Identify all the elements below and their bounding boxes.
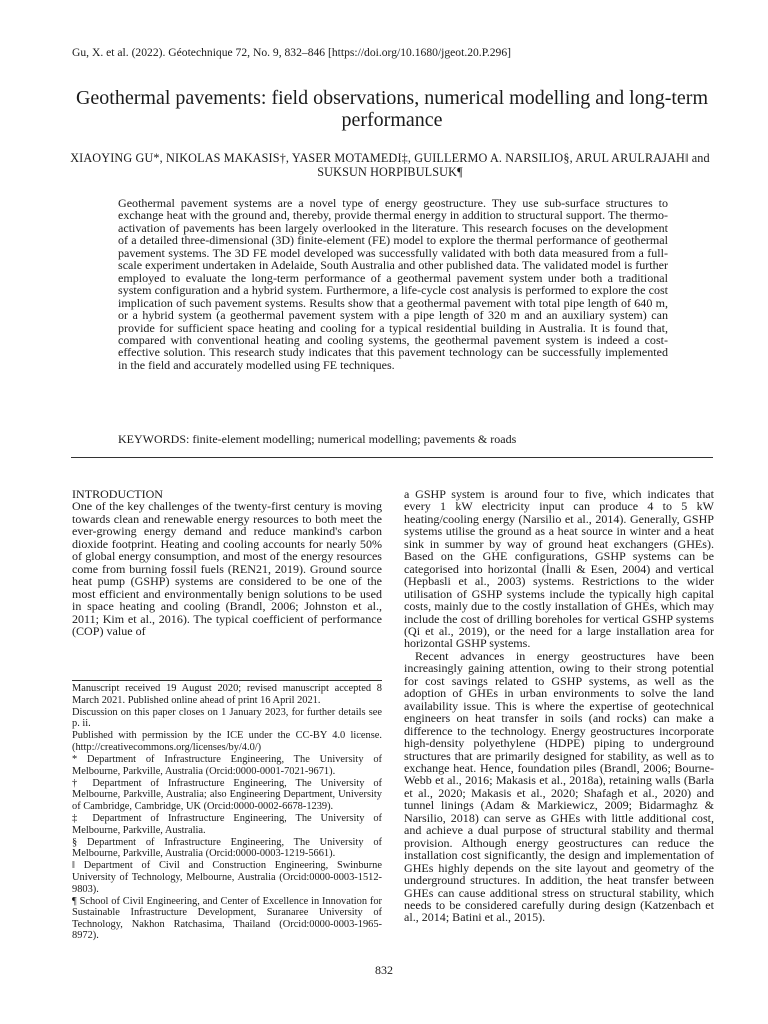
footnote-affiliation-arulrajah: ‖ Department of Civil and Construction Engineering, Swinburne University of Technology, Melbourne, Australia (Orcid:0000-0003-1512-9803). [72,860,382,895]
introduction-paragraph-2: Recent advances in energy geostructures have been increasingly gaining attention, owing to their strong potential for cost savings related to GSHP systems, as well as the adoption of GHEs in urban environments to solve the land availability issue. This is where the expertise of geotechnical engineers on heat transfer in soils (and rocks) can make a difference to the technology. Energy geostructures incorporate high-density polyethylene (HDPE) piping to underground structures that are primarily designed for stability, as well as to exchange heat. Hence, foundation piles (Brandl, 2006; Bourne-Webb et al., 2016; Makasis et al., 2018a), retaining walls (Barla et al., 2020; Makasis et al., 2020; Shafagh et al., 2020) and tunnel linings (Adam & Markiewicz, 2009; Bidarmaghz & Narsilio, 2018) can serve as GHEs with little additional cost, and achieve a dual purpose of structural stability and thermal provision. Although energy geostructures can reduce the installation cost significantly, the design and implementation of GHEs highly depends on the site layout and geometry of the underground structures. In addition, the heat transfer between GHEs can cause additional stress on structural stability, which needs to be considered carefully during design (Katzenbach et al., 2014; Batini et al., 2015). [404,648,714,925]
footnote-affiliation-horpibulsuk: ¶ School of Civil Engineering, and Center of Excellence in Innovation for Sustainable Infrastructure Development, Suranaree University of Technology, Nakhon Ratchasima, Thailand (Orcid:0000-0003-1965-8972). [72,895,382,942]
footnote-affiliation-gu: * Department of Infrastructure Engineering, The University of Melbourne, Parkville, Australia (Orcid:0000-0001-7021-9671). [72,754,382,777]
section-divider [71,457,713,458]
right-column [404,488,714,924]
footnote-license: Published with permission by the ICE under the CC-BY 4.0 license. (http://creativecommons.org/licenses/by/4.0/) [72,730,382,753]
paper-title: Geothermal pavements: field observations, numerical modelling and long-term performance [75,87,709,131]
page-number: 832 [375,963,393,977]
left-column [72,488,382,637]
footnote-affiliation-narsilio: § Department of Infrastructure Engineering, The University of Melbourne, Parkville, Australia (Orcid:0000-0003-1219-5661). [72,836,382,860]
footnote-manuscript: Manuscript received 19 August 2020; revised manuscript accepted 8 March 2021. Published online ahead of print 16 April 2021. [72,683,382,706]
author-list: XIAOYING GU*, NIKOLAS MAKASIS†, YASER MOTAMEDI‡, GUILLERMO A. NARSILIO§, ARUL ARULRAJAH‖ and SUKSUN HORPIBULSUK¶ [70,151,710,179]
citation-line: Gu, X. et al. (2022). Géotechnique 72, No. 9, 832–846 [https://doi.org/10.1680/jgeot.20.P.296] [72,46,512,59]
footnote-affiliation-makasis: † Department of Infrastructure Engineering, The University of Melbourne, Parkville, Australia; also Engineering Department, University of Cambridge, Cambridge, UK (Orcid:0000-0002-6678-1239). [72,777,382,812]
introduction-paragraph-1-part-b: a GSHP system is around four to five, which indicates that every 1 kW electricity input can produce 4 to 5 kW heating/cooling energy (Narsilio et al., 2014). Generally, GSHP systems utilise the ground as a heat source in winter and a heat sink in summer by way of ground heat exchangers (GHEs). Based on the GHE configurations, GSHP systems can be categorised into horizontal (İnalli & Esen, 2004) and vertical (Hepbasli et al., 2003) systems. Restrictions to the wider utilisation of GSHP systems include the typically high capital costs, mainly due to the costly installation of GHEs, which may include the cost of drilling boreholes for vertical GSHP systems (Qi et al., 2019), or the need for a large installation area for horizontal GSHP systems. [404,487,714,651]
footnote-affiliation-motamedi: ‡ Department of Infrastructure Engineering, The University of Melbourne, Parkville, Australia. [72,813,382,836]
abstract: Geothermal pavement systems are a novel type of energy geostructure. They use sub-surface structures to exchange heat with the ground and, thereby, provide thermal energy in addition to structural support. The thermo-activation of pavements has been largely overlooked in the literature. This research focuses on the development of a detailed three-dimensional (3D) finite-element (FE) model to explore the thermal performance of geothermal pavement systems. The 3D FE model developed was successfully validated with both data measured from a full-scale experiment undertaken in Adelaide, South Australia and other published data. The validated model is further employed to evaluate the long-term performance of a geothermal pavement system under both a traditional system configuration and a hybrid system. Furthermore, a life-cycle cost analysis is performed to explore the cost implication of such pavement systems. Results show that a geothermal pavement with total pipe length of 640 m, or a hybrid system (a geothermal pavement system with a pipe length of 320 m and an auxiliary system) can provide for sufficient space heating and cooling for a typical residential building in Australia. It is found that, compared with conventional heating and cooling systems, the geothermal pavement system is indeed a cost-effective solution. This research study indicates that this pavement technology can be successfully implemented in the field and accurately modelled using FE techniques. [118,196,668,372]
footnote-divider [72,680,382,681]
keywords: KEYWORDS: finite-element modelling; numerical modelling; pavements & roads [118,432,517,446]
section-heading-introduction: INTRODUCTION [72,487,164,501]
footnote-discussion: Discussion on this paper closes on 1 January 2023, for further details see p. ii. [72,706,382,730]
footnotes [72,683,382,943]
introduction-paragraph-1-part-a: One of the key challenges of the twenty-first century is moving towards clean and renewable energy resources to both meet the ever-growing energy demand and reduce mankind's carbon dioxide footprint. Heating and cooling accounts for nearly 50% of global energy consumption, and most of the energy resources come from burning fossil fuels (REN21, 2019). Ground source heat pump (GSHP) systems are considered to be one of the most efficient and environmentally benign solutions to be used in space heating and cooling (Brandl, 2006; Johnston et al., 2011; Kim et al., 2016). The typical coefficient of performance (COP) value of [72,499,382,638]
